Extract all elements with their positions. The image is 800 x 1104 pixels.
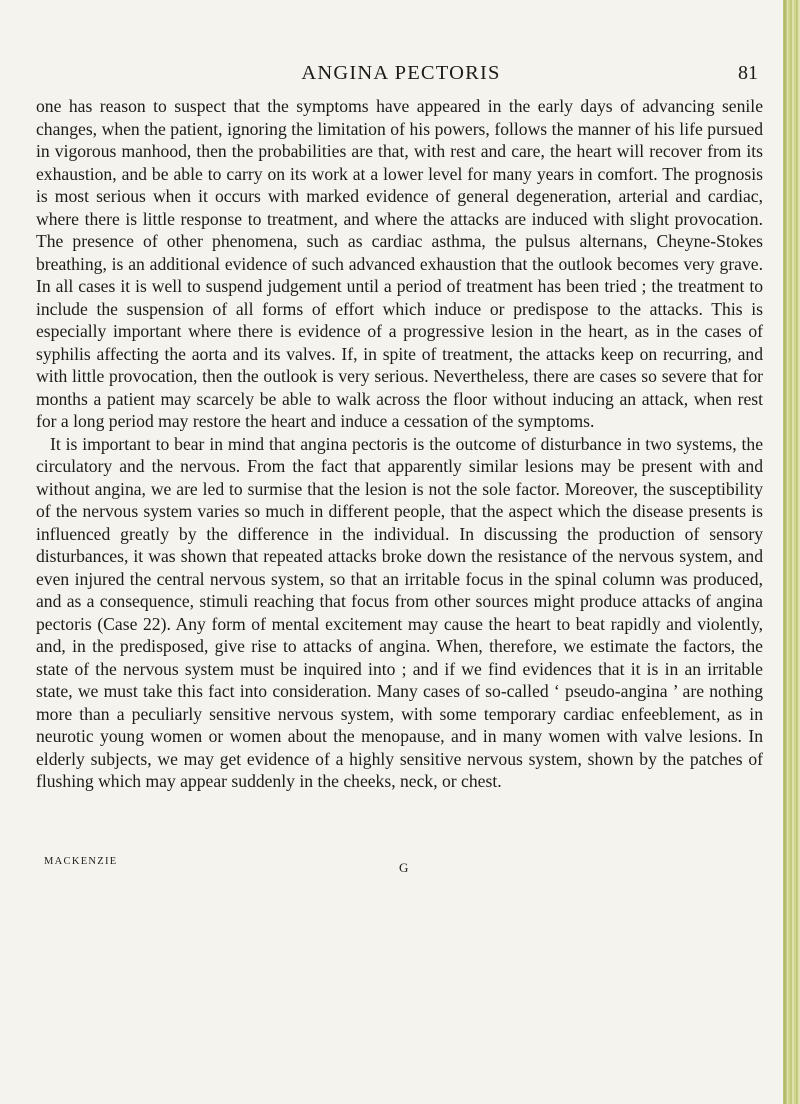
paragraph: one has reason to suspect that the symptoms have appeared in the early days of advancing senile changes, when the patient, ignoring the limitation of his powers, follows the manner of his life pursued in vigorous manhood, then the probabilities are that, with rest and care, the heart will recover from its exhaustion, and be able to carry on its work at a lower level for many years in comfort. The prognosis is most serious when it occurs with marked evidence of general degeneration, arterial and cardiac, where there is little response to treatment, and where the attacks are induced with slight provocation. The presence of other phenomena, such as cardiac asthma, the pulsus alternans, Cheyne-Stokes breathing, is an additional evidence of such advanced exhaustion that the outlook becomes very grave. In all cases it is well to suspend judgement until a period of treatment has been tried ; the treatment to include the suspension of all forms of effort which induce or predispose to the attacks. This is especially important where there is evidence of a progressive lesion in the heart, as in the cases of syphilis affecting the aorta and its valves. If, in spite of treatment, the attacks keep on recurring, and with little provocation, then the outlook is very serious. Nevertheless, there are cases so severe that for months a patient may scarcely be able to walk across the floor without inducing an attack, when rest for a long period may restore the heart and induce a cessation of the symptoms. [36, 96, 763, 431]
body-text [36, 95, 763, 793]
running-title: ANGINA PECTORIS [301, 62, 501, 84]
page-number: 81 [738, 62, 758, 84]
sheet-mark: G [399, 860, 409, 875]
page-header [36, 62, 766, 92]
paragraph: It is important to bear in mind that angina pectoris is the outcome of disturbance in two systems, the circulatory and the nervous. From the fact that apparently similar lesions may be present with and without angina, we are led to surmise that the lesion is not the sole factor. Moreover, the susceptibility of the nervous system varies so much in different people, that the aspect which the disease presents is influenced greatly by the difference in the individual. In discussing the production of sensory disturbances, it was shown that repeated attacks broke down the resistance of the nervous system, and even injured the central nervous system, so that an irritable focus in the spinal column was produced, and as a consequence, stimuli reaching that focus from other sources might produce attacks of angina pectoris (Case 22). Any form of mental excitement may cause the heart to beat rapidly and violently, and, in the predisposed, give rise to attacks of angina. When, therefore, we estimate the factors, the state of the nervous system must be inquired into ; and if we find evidences that it is in an irritable state, we must take this fact into consideration. Many cases of so-called ‘ pseudo-angina ’ are nothing more than a peculiarly sensitive nervous system, with some temporary cardiac enfeeblement, as in neurotic young women or women about the menopause, and in many women with valve lesions. In elderly subjects, we may get evidence of a highly sensitive nervous system, shown by the patches of flushing which may appear suddenly in the cheeks, neck, or chest. [36, 433, 763, 791]
page-footer [44, 856, 764, 886]
page-edge [783, 0, 800, 1104]
signature-mark: MACKENZIE [44, 856, 118, 867]
